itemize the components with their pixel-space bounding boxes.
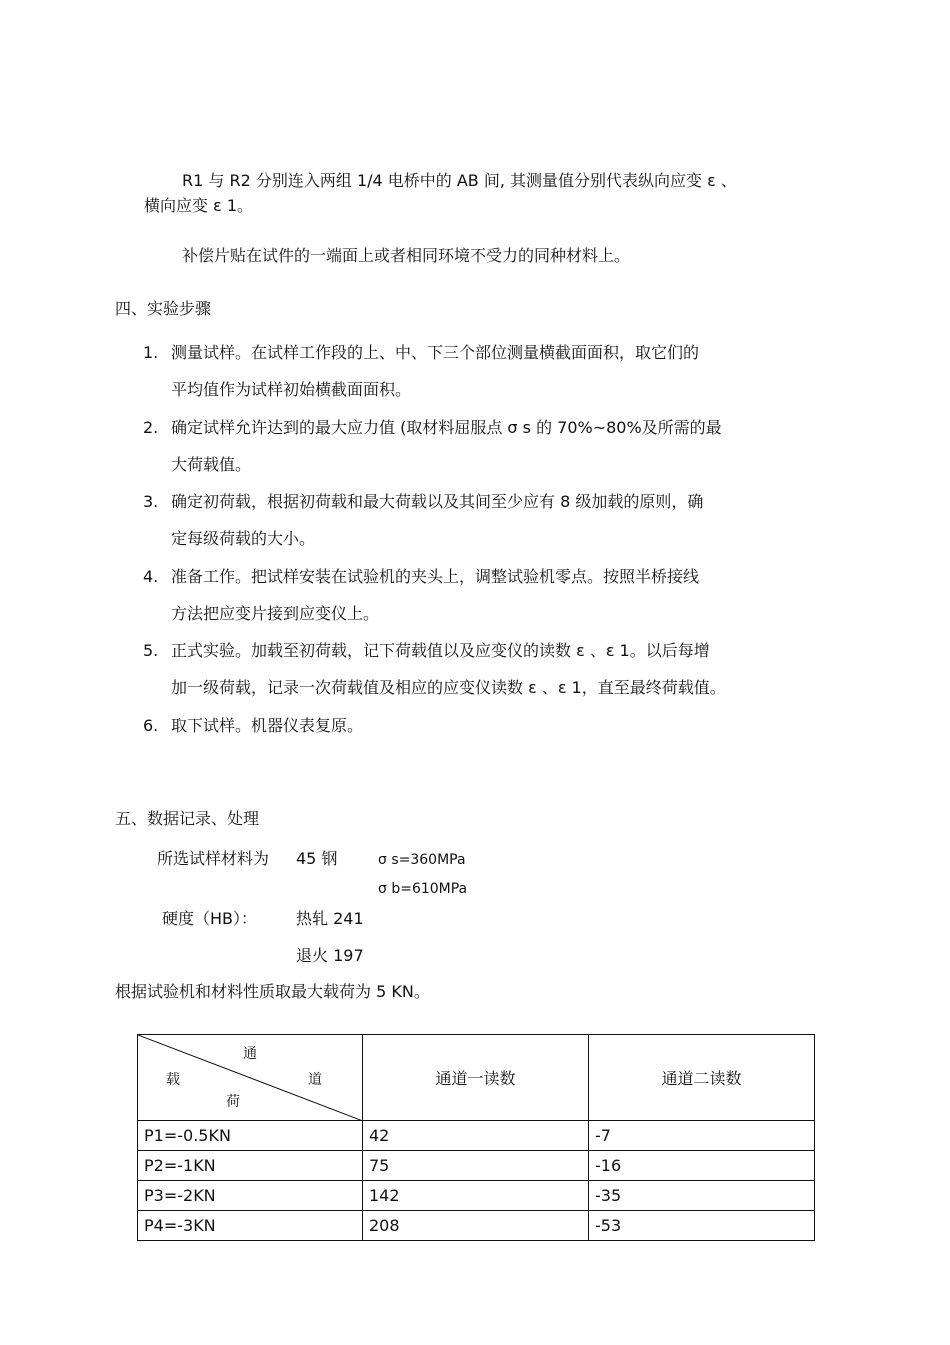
load-cell: P1=-0.5KN: [138, 1121, 363, 1151]
step-text: 确定初荷载，根据初荷载和最大荷载以及其间至少应有 8 级加载的原则，确: [171, 492, 704, 511]
header-channel-2: 通道二读数: [589, 1035, 815, 1121]
load-cell: P3=-2KN: [138, 1181, 363, 1211]
tensile-strength: σ b=610MPa: [378, 881, 468, 897]
step-text: 确定试样允许达到的最大应力值 (取材料屈服点 σ s 的 70%~80%及所需的最: [171, 418, 722, 437]
corner-cell: [138, 1035, 363, 1121]
channel-2-cell: -16: [589, 1151, 815, 1181]
step-number: 2.: [143, 418, 159, 437]
hardness-annealed: 退火 197: [296, 946, 364, 965]
para2-text: 补偿片贴在试件的一端面上或者相同环境不受力的同种材料上。: [182, 246, 631, 265]
table-row: [138, 1211, 815, 1241]
table-header-row: [138, 1035, 815, 1121]
channel-1-cell: 75: [363, 1151, 589, 1181]
step-text-cont: 方法把应变片接到应变仪上。: [171, 604, 380, 623]
corner-label-left: 载: [166, 1072, 180, 1088]
step-text-cont: 加一级荷载，记录一次荷载值及相应的应变仪读数 ε 、ε 1，直至最终荷载值。: [171, 678, 726, 697]
channel-2-cell: -7: [589, 1121, 815, 1151]
load-cell: P4=-3KN: [138, 1211, 363, 1241]
data-table: [137, 1034, 815, 1241]
para1-line1: R1 与 R2 分别连入两组 1/4 电桥中的 AB 间, 其测量值分别代表纵向应变 ε 、: [182, 171, 737, 190]
step-text: 正式实验。加载至初荷载，记下荷载值以及应变仪的读数 ε 、ε 1。以后每增: [171, 641, 710, 660]
table-row: [138, 1181, 815, 1211]
step-text-cont: 定每级荷载的大小。: [171, 529, 316, 548]
table-row: [138, 1121, 815, 1151]
hardness-hot-rolled: 热轧 241: [296, 909, 364, 928]
step-text-cont: 平均值作为试样初始横截面面积。: [171, 380, 412, 399]
step-number: 6.: [143, 716, 159, 735]
header-channel-1: 通道一读数: [363, 1035, 589, 1121]
section5-title: 五、数据记录、处理: [115, 809, 260, 828]
load-cell: P2=-1KN: [138, 1151, 363, 1181]
material-value: 45 钢: [296, 849, 338, 868]
yield-strength: σ s=360MPa: [378, 852, 466, 868]
channel-1-cell: 42: [363, 1121, 589, 1151]
corner-label-top: 通: [243, 1046, 257, 1062]
para1-line2: 横向应变 ε 1。: [144, 196, 254, 215]
step-number: 4.: [143, 567, 159, 586]
channel-1-cell: 208: [363, 1211, 589, 1241]
corner-label-right: 道: [308, 1072, 322, 1088]
table-row: [138, 1151, 815, 1181]
corner-label-bottom: 荷: [226, 1094, 240, 1110]
step-text-cont: 大荷载值。: [171, 455, 252, 474]
material-label: 所选试样材料为: [157, 849, 270, 868]
step-number: 1.: [143, 343, 159, 362]
section4-title: 四、实验步骤: [115, 299, 212, 318]
step-text: 测量试样。在试样工作段的上、中、下三个部位测量横截面面积，取它们的: [171, 343, 700, 362]
channel-2-cell: -53: [589, 1211, 815, 1241]
max-load-text: 根据试验机和材料性质取最大载荷为 5 KN。: [115, 982, 430, 1001]
step-number: 5.: [143, 641, 159, 660]
step-text: 准备工作。把试样安装在试验机的夹头上，调整试验机零点。按照半桥接线: [171, 567, 700, 586]
step-number: 3.: [143, 492, 159, 511]
channel-1-cell: 142: [363, 1181, 589, 1211]
hardness-label: 硬度（HB）：: [162, 909, 258, 928]
channel-2-cell: -35: [589, 1181, 815, 1211]
step-text: 取下试样。机器仪表复原。: [171, 716, 364, 735]
